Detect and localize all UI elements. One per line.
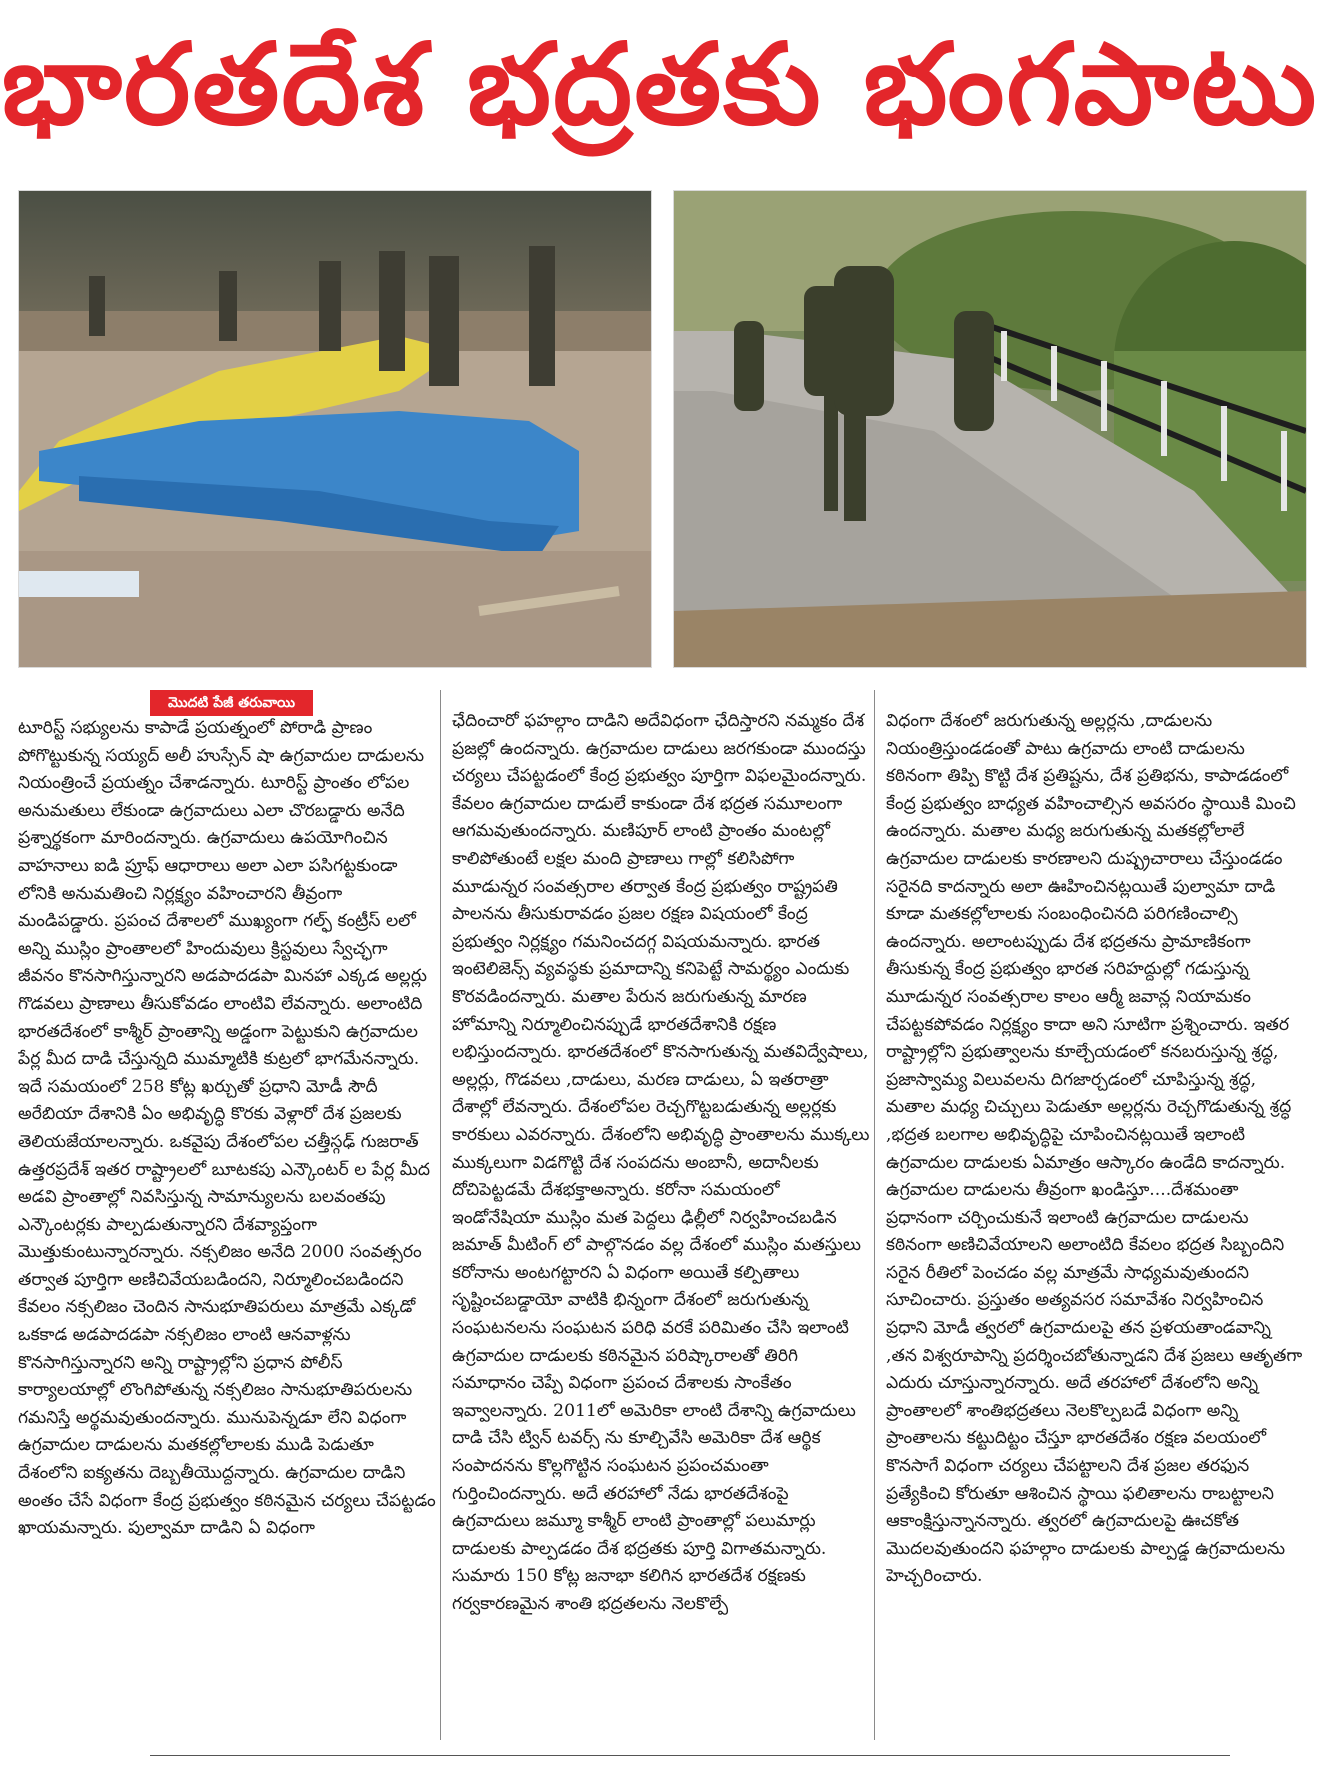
article-paragraph: ఛేదించారో ఫహల్గాం దాడిని అదేవిధంగా ఛేదిస్తారని నమ్మకం దేశ ప్రజల్లో ఉందన్నారు. ఉగ్రవాదుల దాడులు జరగకుండా ముందస్తు చర్యలు చేపట్టడంలో కేంద్ర ప్రభుత్వం పూర్తిగా విఫలమైందన్నారు. కేవలం ఉగ్రవాదుల దాడులే కాకుండా దేశ భద్రత సమూలంగా ఆగమవుతుందన్నారు. మణిపూర్ లాంటి ప్రాంతం మంటల్లో కాలిపోతుంటే లక్షల మంది ప్రాణాలు గాల్లో కలిసిపోగా మూడున్నర సంవత్సరాల తర్వాత కేంద్ర ప్రభుత్వం రాష్ట్రపతి పాలనను తీసుకురావడం ప్రజల రక్షణ విషయంలో కేంద్ర ప్రభుత్వం నిర్లక్ష్యం గమనించదగ్గ విషయమన్నారు. భారత ఇంటెలిజెన్స్ వ్యవస్థకు ప్రమాదాన్ని కనిపెట్టే సామర్థ్యం ఎందుకు కొరవడిందన్నారు. మతాల పేరున జరుగుతున్న మారణ హోమాన్ని నిర్మూలించినప్పుడే భారతదేశానికి రక్షణ లభిస్తుందన్నారు. భారతదేశంలో కొనసాగుతున్న మతవిద్వేషాలు, అల్లర్లు, గొడవలు ,దాడులు, మరణ దాడులు, ఏ ఇతరాత్రా దేశాల్లో లేవన్నారు. దేశంలోపల రెచ్చగొట్టబడుతున్న అల్లర్లకు కారకులు ఎవరన్నారు. దేశంలోని అభివృద్ధి ప్రాంతాలను ముక్కలు ముక్కలుగా విడగొట్టి దేశ సంపదను అంబానీ, అదానీలకు దోచిపెట్టడమే దేశభక్తాఅన్నారు. కరోనా సమయంలో ఇండోనేషియా ముస్లిం మత పెద్దలు ఢిల్లీలో నిర్వహించబడిన జమాత్ మీటింగ్ లో పాల్గొనడం వల్ల దేశంలో ముస్లిం మతస్తులు కరోనాను అంటగట్టారని ఏ విధంగా అయితే కల్పితాలు సృష్టించబడ్డాయో వాటికి భిన్నంగా దేశంలో జరుగుతున్న సంఘటనలను సంఘటన పరిధి వరకే పరిమితం చేసి ఇలాంటి ఉగ్రవాదుల దాడులకు కఠినమైన పరిష్కారాలతో తిరిగి సమాధానం చెప్పే విధంగా ప్రపంచ దేశాలకు సాంకేతం ఇవ్వాలన్నారు. 2011లో అమెరికా లాంటి దేశాన్ని ఉగ్రవాదులు దాడి చేసి ట్విన్ టవర్స్ ను కూల్చివేసి అమెరికా దేశ ఆర్థిక సంపాదనను కొల్లగొట్టిన సంఘటన ప్రపంచమంతా గుర్తించిందన్నారు. అదే తరహాలో నేడు భారతదేశంపై ఉగ్రవాదులు జమ్మూ కాశ్మీర్ లాంటి ప్రాంతాల్లో పలుమార్లు దాడులకు పాల్పడడం దేశ భద్రతకు పూర్తి విగాతమన్నారు. సుమారు 150 కోట్ల జనాభా కలిగిన భారతదేశ రక్షణకు గర్వకారణమైన శాంతి భద్రతలను నెలకొల్పే — [452, 711, 870, 1614]
article-column-1 — [18, 715, 438, 1755]
soldiers-near-tarpaulin-photo — [18, 190, 652, 668]
article-column-2 — [452, 708, 872, 1748]
article-column-3 — [886, 708, 1306, 1748]
column-divider — [874, 690, 875, 1740]
headline: భారతదేశ భద్రతకు భంగపాటు — [1, 20, 1319, 150]
article-paragraph: విధంగా దేశంలో జరుగుతున్న అల్లర్లను ,దాడులను నియంత్రిస్తుండడంతో పాటు ఉగ్రవాదు లాంటి దాడులను కఠినంగా తిప్పి కొట్టి దేశ ప్రతిష్టను, దేశ ప్రతిభను, కాపాడడంలో కేంద్ర ప్రభుత్వం బాధ్యత వహించాల్సిన అవసరం స్థాయికి మించి ఉందన్నారు. మతాల మధ్య జరుగుతున్న మతకల్లోలాలే ఉగ్రవాదుల దాడులకు కారణాలని దుష్ప్రచారాలు చేస్తుండడం సరైనది కాదన్నారు అలా ఊహించినట్లయితే పుల్వామా దాడి కూడా మతకల్లోలాలకు సంబంధించినది పరిగణించాల్సి ఉందన్నారు. అలాంటప్పుడు దేశ భద్రతను ప్రామాణికంగా తీసుకున్న కేంద్ర ప్రభుత్వం భారత సరిహద్దుల్లో గడుస్తున్న మూడున్నర సంవత్సరాల కాలం ఆర్మీ జవాన్ల నియామకం చేపట్టకపోవడం నిర్లక్ష్యం కాదా అని సూటిగా ప్రశ్నించారు. ఇతర రాష్ట్రాల్లోని ప్రభుత్వాలను కూల్చేయడంలో కనబరుస్తున్న శ్రద్ధ, ప్రజాస్వామ్య విలువలను దిగజార్చడంలో చూపిస్తున్న శ్రద్ధ, మతాల మధ్య చిచ్చులు పెడుతూ అల్లర్లను రెచ్చగొడుతున్న శ్రద్ధ ,భద్రత బలగాల అభివృద్ధిపై చూపించినట్లయితే ఇలాంటి ఉగ్రవాదుల దాడులకు ఏమాత్రం ఆస్కారం ఉండేది కాదన్నారు. ఉగ్రవాదుల దాడులను తీవ్రంగా ఖండిస్తూ....దేశమంతా ప్రధానంగా చర్చించుకునే ఇలాంటి ఉగ్రవాదుల దాడులను కఠినంగా అణిచివేయాలని అలాంటిది కేవలం భద్రత సిబ్బందిని సరైన రీతిలో పెంచడం వల్ల మాత్రమే సాధ్యమవుతుందని సూచించారు. ప్రస్తుతం అత్యవసర సమావేశం నిర్వహించిన ప్రధాని మోడీ త్వరలో ఉగ్రవాదులపై తన ప్రళయతాండవాన్ని ,తన విశ్వరూపాన్ని ప్రదర్శించబోతున్నాడని దేశ ప్రజలు ఆతృతగా ఎదురు చూస్తున్నారన్నారు. అదే తరహాలో దేశంలోని అన్ని ప్రాంతాలలో శాంతిభద్రతలు నెలకొల్పబడే విధంగా అన్ని ప్రాంతాలను కట్టుదిట్టం చేస్తూ భారతదేశం రక్షణ వలయంలో కొనసాగే విధంగా చర్యలు చేపట్టాలని దేశ ప్రజల తరఫున ప్రత్యేకించి కోరుతూ ఆశించిన స్థాయి ఫలితాలను రాబట్టాలని ఆకాంక్షిస్తున్నానన్నారు. త్వరలో ఉగ్రవాదులపై ఊచకోత మొదలవుతుందని ఫహల్గాం దాడులకు పాల్పడ్డ ఉగ్రవాదులను హెచ్చరించారు. — [886, 711, 1303, 1587]
soldiers-running-on-bridge-photo — [673, 190, 1307, 668]
column-divider — [440, 690, 441, 1740]
article-paragraph: టూరిస్ట్ సభ్యులను కాపాడే ప్రయత్నంలో పోరాడి ప్రాణం పోగొట్టుకున్న సయ్యద్ అలీ హుస్సేన్ షా ఉగ్రవాదుల దాడులను నియంత్రించే ప్రయత్నం చేశాడన్నారు. టూరిస్ట్ ప్రాంతం లోపల అనుమతులు లేకుండా ఉగ్రవాదులు ఎలా చొరబడ్డారు అనేది ప్రశ్నార్థకంగా మారిందన్నారు. ఉగ్రవాదులు ఉపయోగించిన వాహనాలు ఐడి ప్రూఫ్ ఆధారాలు అలా ఎలా పసిగట్టకుండా లోనికి అనుమతించి నిర్లక్ష్యం వహించారని తీవ్రంగా మండిపడ్డారు. ప్రపంచ దేశాలలో ముఖ్యంగా గల్ఫ్ కంట్రీస్ లలో అన్ని ముస్లిం ప్రాంతాలలో హిందువులు క్రిస్టవులు స్వేచ్ఛగా జీవనం కొనసాగిస్తున్నారని అడపాదడపా మినహా ఎక్కడ అల్లర్లు గొడవలు ప్రాణాలు తీసుకోవడం లాంటివి లేవన్నారు. అలాంటిది భారతదేశంలో కాశ్మీర్ ప్రాంతాన్ని అడ్డంగా పెట్టుకుని ఉగ్రవాదుల పేర్ల మీద దాడి చేస్తున్నది ముమ్మాటికి కుట్రలో భాగమేనన్నారు. ఇదే సమయంలో 258 కోట్ల ఖర్చుతో ప్రధాని మోడీ సౌదీ అరేబియా దేశానికి ఏం అభివృద్ధి కొరకు వెళ్లారో దేశ ప్రజలకు తెలియజేయాలన్నారు. ఒకవైపు దేశంలోపల చత్తీస్గఢ్ గుజరాత్ ఉత్తరప్రదేశ్ ఇతర రాష్ట్రాలలో బూటకపు ఎన్కౌంటర్ ల పేర్ల మీద అడవి ప్రాంతాల్లో నివసిస్తున్న సామాన్యులను బలవంతపు ఎన్కౌంటర్లకు పాల్పడుతున్నారని దేశవ్యాప్తంగా మొత్తుకుంటున్నారన్నారు. నక్సలిజం అనేది 2000 సంవత్సరం తర్వాత పూర్తిగా అణిచివేయబడిందని, నిర్మూలించబడిందని కేవలం నక్సలిజం చెందిన సానుభూతిపరులు మాత్రమే ఎక్కడో ఒకకాడ అడపాదడపా నక్సలిజం లాంటి ఆనవాళ్లను కొనసాగిస్తున్నారని అన్ని రాష్ట్రాల్లోని ప్రధాన పోలీస్ కార్యాలయాల్లో లొంగిపోతున్న నక్సలిజం సానుభూతిపరులను గమనిస్తే అర్థమవుతుందన్నారు. మునుపెన్నడూ లేని విధంగా ఉగ్రవాదుల దాడులను మతకల్లోలాలకు ముడి పెడుతూ దేశంలోని ఐక్యతను దెబ్బతీయొద్దన్నారు. ఉగ్రవాదుల దాడిని అంతం చేసే విధంగా కేంద్ర ప్రభుత్వం కఠినమైన చర్యలు చేపట్టడం ఖాయమన్నారు. పుల్వామా దాడిని ఏ విధంగా — [18, 718, 436, 1539]
continuation-badge: మొదటి పేజీ తరువాయి — [150, 690, 313, 716]
bottom-rule — [150, 1755, 1230, 1756]
